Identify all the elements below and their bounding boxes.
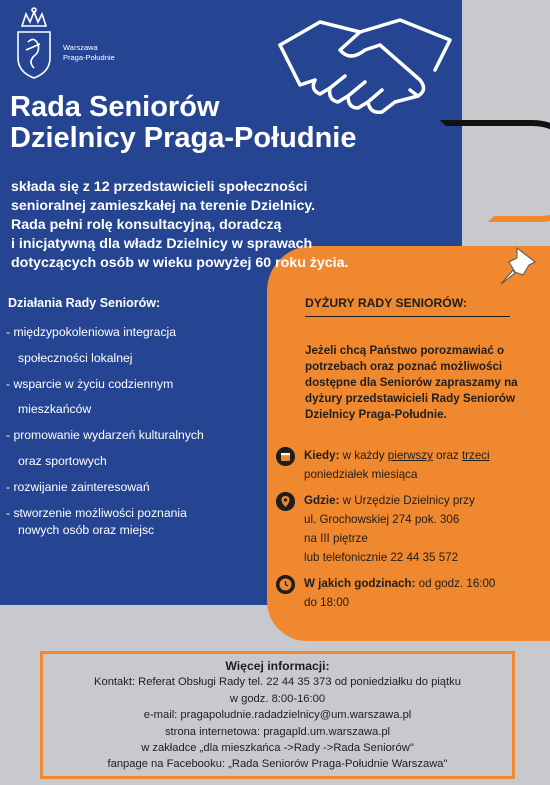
hours-label: W jakich godzinach: — [304, 577, 416, 590]
hours-row — [276, 574, 541, 612]
contact-facebook: fanpage na Facebooku: „Rada Seniorów Praga-Południe Warszawa" — [107, 758, 448, 771]
when-text — [304, 446, 541, 484]
when-label: Kiedy: — [304, 449, 340, 462]
logo-line-2: Praga-Południe — [63, 53, 115, 62]
when-text-1: w każdy — [342, 449, 385, 462]
logo-text — [63, 43, 115, 63]
contact-heading: Więcej informacji: — [225, 659, 330, 673]
action-item-line: - stworzenie możliwości poznania — [6, 505, 187, 520]
pushpin-icon — [495, 240, 545, 290]
contact-box — [40, 651, 515, 779]
intro-line: senioralnej zamieszkałej na terenie Dzielnicy. — [11, 198, 316, 214]
where-line: na III piętrze — [304, 532, 368, 545]
intro-text — [11, 178, 431, 273]
hours-text — [304, 574, 541, 612]
duty-description: Jeżeli chcą Państwo porozmawiać o potrzebach oraz poznać możliwości dostępne dla Seniorów zapraszamy na dyżury przedstawicieli Rady Seniorów Dzielnicy Praga-Południe. — [305, 344, 518, 421]
logo-line-1: Warszawa — [63, 43, 98, 52]
page-title — [10, 92, 450, 154]
intro-line: składa się z 12 przedstawicieli społeczności — [11, 179, 308, 195]
intro-line: i inicjatywną dla władz Dzielnicy w sprawach — [11, 236, 313, 252]
when-third: trzeci — [461, 449, 490, 462]
where-line: w Urzędzie Dzielnicy przy — [342, 494, 475, 507]
hours-text-2: do 18:00 — [304, 596, 350, 609]
intro-line: dotyczących osób w wieku powyżej 60 roku życia. — [11, 255, 349, 271]
action-item-cont: oraz sportowych — [18, 453, 107, 468]
when-and: oraz — [436, 449, 459, 462]
calendar-icon — [276, 447, 295, 466]
contact-line: Kontakt: Referat Obsługi Rady tel. 22 44 35 373 od poniedziałku do piątku — [94, 676, 461, 689]
warsaw-mermaid-crest-icon — [14, 6, 54, 80]
action-item-cont: społeczności lokalnej — [18, 350, 133, 365]
where-label: Gdzie: — [304, 494, 340, 507]
duty-section — [305, 296, 537, 423]
when-text-2: poniedziałek miesiąca — [304, 468, 418, 481]
action-item — [6, 501, 266, 542]
clock-icon — [276, 575, 295, 594]
contact-email: e-mail: pragapoludnie.radadzielnicy@um.warszawa.pl — [143, 709, 412, 722]
where-text — [304, 491, 541, 567]
hours-text-1: od godz. 16:00 — [418, 577, 496, 590]
intro-line: Rada pełni rolę konsultacyjną, doradczą — [11, 217, 282, 233]
where-line: lub telefonicznie 22 44 35 572 — [304, 551, 459, 564]
when-row — [276, 446, 541, 484]
title-line-1: Rada Seniorów — [10, 91, 220, 123]
contact-hours: w godz. 8:00-16:00 — [229, 692, 326, 705]
actions-list — [6, 320, 266, 542]
duty-heading: DYŻURY RADY SENIORÓW: — [305, 296, 510, 317]
when-first: pierwszy — [387, 449, 433, 462]
title-line-2: Dzielnicy Praga-Południe — [10, 122, 357, 154]
location-pin-icon — [276, 492, 295, 511]
where-row — [276, 491, 541, 567]
contact-tab: w zakładce „dla mieszkańca ->Rady ->Rada Seniorów" — [141, 742, 414, 755]
action-item: - wsparcie w życiu codziennym — [6, 376, 174, 391]
action-item: - rozwijanie zainteresowań — [6, 479, 150, 494]
actions-heading: Działania Rady Seniorów: — [8, 296, 161, 310]
action-item: - promowanie wydarzeń kulturalnych — [6, 428, 204, 443]
action-item-cont: mieszkańców — [18, 402, 92, 417]
action-item-cont: nowych osób oraz miejsc — [18, 522, 155, 537]
where-line: ul. Grochowskiej 274 pok. 306 — [304, 513, 460, 526]
action-item: - międzypokoleniowa integracja — [6, 325, 177, 339]
contact-website: strona internetowa: pragapld.um.warszawa.pl — [164, 725, 391, 738]
